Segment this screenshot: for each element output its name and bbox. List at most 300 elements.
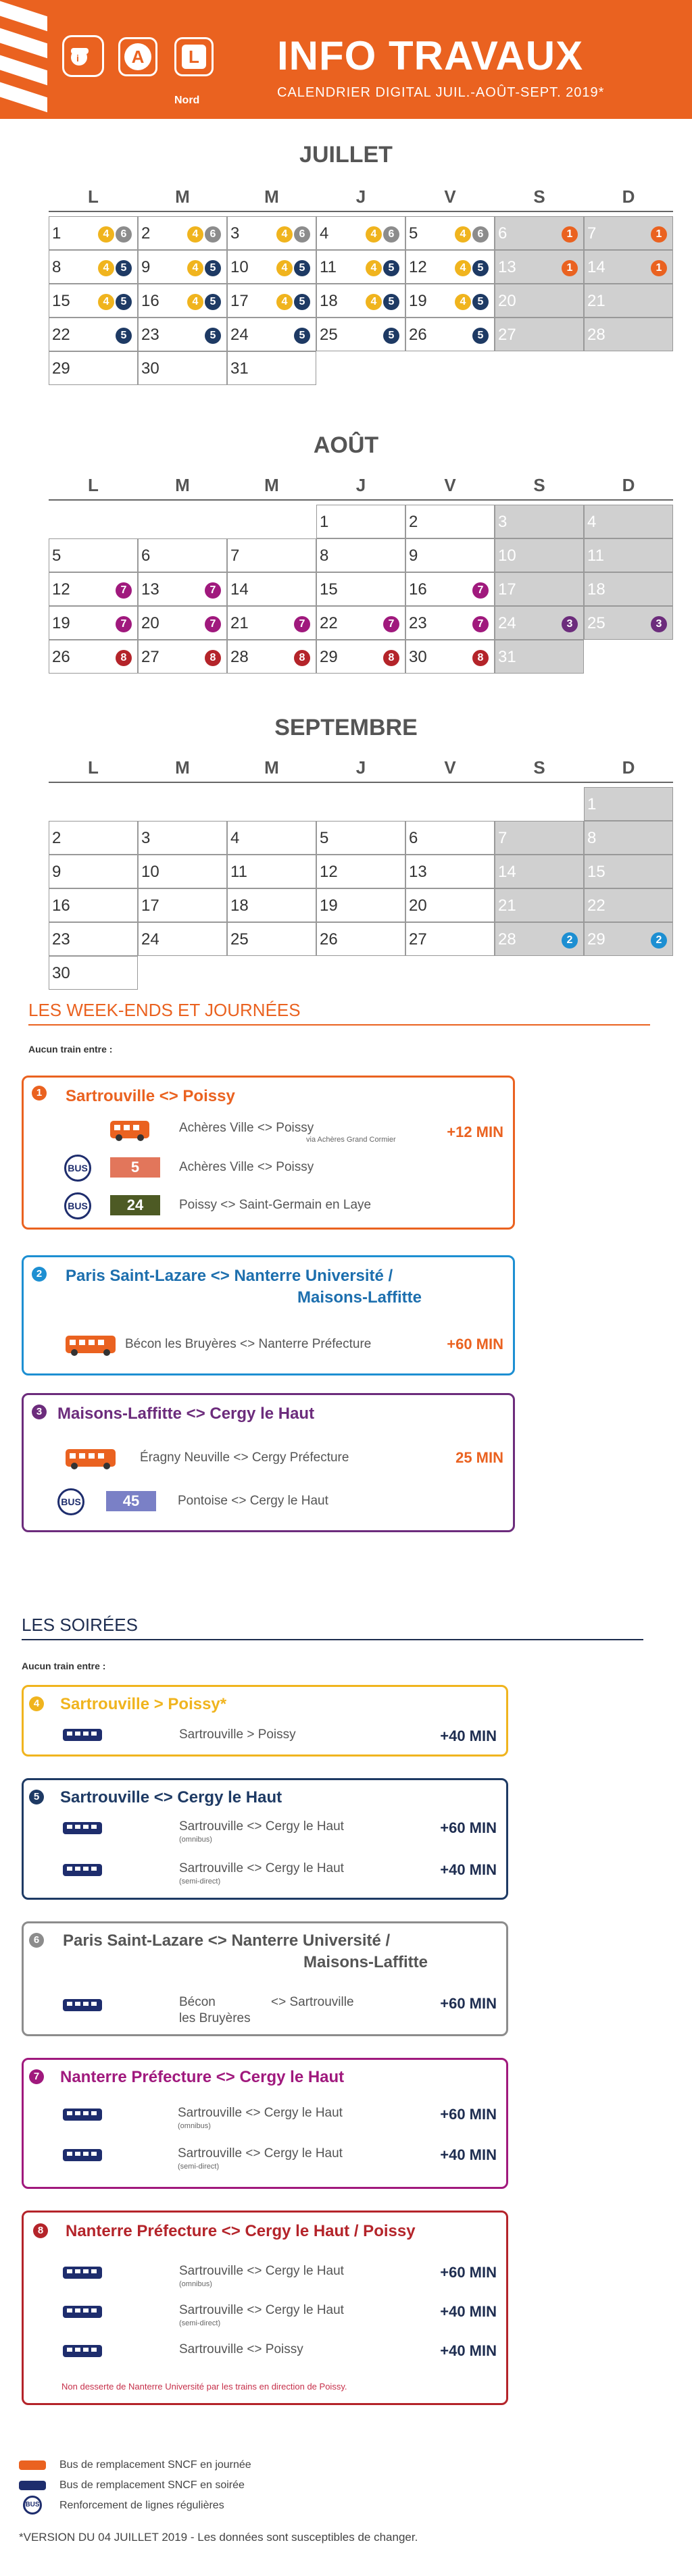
- day-number: 11: [230, 863, 247, 881]
- disruption-badge: 1: [651, 260, 667, 276]
- disruption-badge: 8: [294, 650, 310, 666]
- disruption-box-7: [22, 2058, 508, 2189]
- day-number: 24: [498, 614, 516, 632]
- day-number: 10: [230, 258, 249, 276]
- calendar-day: [49, 351, 138, 385]
- extra-duration: +60 MIN: [440, 2264, 497, 2281]
- extra-duration: +40 MIN: [440, 2342, 497, 2359]
- route-title: Paris Saint-Lazare <> Nanterre Université /: [66, 1267, 393, 1285]
- weekday-label: S: [533, 475, 545, 495]
- calendar-day: [405, 216, 495, 250]
- page-title: INFO TRAVAUX: [277, 33, 584, 78]
- day-number: 10: [141, 863, 159, 881]
- calendar-day: [49, 821, 138, 855]
- day-number: 28: [230, 648, 249, 666]
- disruption-badge: 4: [455, 226, 471, 243]
- disruption-badge: 3: [562, 616, 578, 632]
- calendar-day: [584, 572, 673, 606]
- disruption-box-6: [22, 1921, 508, 2036]
- disruption-box-2: [22, 1255, 515, 1375]
- disruption-badge: 5: [205, 328, 221, 344]
- version-footnote: *VERSION DU 04 JUILLET 2019 - Les données sont susceptibles de changer.: [19, 2531, 418, 2544]
- disruption-badge: 7: [116, 582, 132, 599]
- weekday-label: D: [622, 475, 635, 495]
- route-title: Sartrouville <> Poissy: [66, 1087, 235, 1105]
- calendar-day: [584, 922, 673, 956]
- disruption-badge: 4: [187, 260, 203, 276]
- calendar-day: [138, 821, 227, 855]
- bus-line-route: Achères Ville <> Poissy: [179, 1160, 314, 1174]
- calendar-day: [227, 888, 316, 922]
- calendar-day: [405, 572, 495, 606]
- disruption-badge: 3: [651, 616, 667, 632]
- disruption-badge: 5: [205, 294, 221, 310]
- day-number: 20: [409, 896, 427, 915]
- route-title: Maisons-Laffitte <> Cergy le Haut: [57, 1405, 315, 1423]
- disruption-badge: 2: [651, 932, 667, 949]
- weekday-rule: [49, 499, 673, 501]
- day-number: 13: [141, 580, 159, 599]
- extra-duration: +60 MIN: [440, 1995, 497, 2012]
- day-number: 30: [141, 359, 159, 378]
- calendar-day: [584, 787, 673, 821]
- service-type: (semi-direct): [178, 2163, 220, 2171]
- calendar-day: [227, 538, 316, 572]
- disruption-badge: 6: [383, 226, 399, 243]
- day-number: 13: [498, 258, 516, 276]
- disruption-badge: 5: [116, 328, 132, 344]
- extra-duration: +40 MIN: [440, 1861, 497, 1878]
- route-number-badge: 1: [32, 1086, 47, 1101]
- calendar-day: [316, 922, 405, 956]
- disruption-badge: 4: [187, 294, 203, 310]
- day-number: 15: [52, 292, 70, 310]
- calendar-day: [405, 284, 495, 318]
- route-number-badge: 4: [29, 1696, 44, 1711]
- day-number: 27: [141, 648, 159, 666]
- day-number: 9: [52, 863, 61, 881]
- day-number: 21: [230, 614, 249, 632]
- calendar-day: [495, 284, 584, 318]
- service-type: (semi-direct): [179, 2319, 221, 2327]
- day-number: 23: [409, 614, 427, 632]
- service-type: (omnibus): [178, 2122, 211, 2130]
- day-number: 26: [320, 930, 338, 949]
- calendar-day: [49, 956, 138, 990]
- calendar-day: [227, 821, 316, 855]
- disruption-badge: 5: [294, 260, 310, 276]
- weekday-label: M: [264, 186, 279, 207]
- replacement-route-destination: <> Sartrouville: [271, 1995, 354, 2009]
- weekday-label: J: [355, 186, 366, 207]
- calendar-day: [49, 216, 138, 250]
- calendar-day: [227, 250, 316, 284]
- day-number: 25: [587, 614, 606, 632]
- day-number: 20: [141, 614, 159, 632]
- weekday-label: S: [533, 186, 545, 207]
- weekday-label: M: [175, 186, 190, 207]
- calendar-day: [316, 538, 405, 572]
- day-number: 19: [52, 614, 70, 632]
- replacement-route: Bécon les Bruyères <> Nanterre Préfecture: [125, 1337, 372, 1351]
- weekday-header: [49, 475, 673, 495]
- day-number: 26: [409, 326, 427, 344]
- page-subtitle: CALENDRIER DIGITAL JUIL.-AOÛT-SEPT. 2019*: [277, 85, 605, 100]
- day-number: 30: [52, 964, 70, 982]
- day-number: 2: [141, 224, 151, 243]
- day-number: 3: [141, 829, 151, 847]
- calendar-day: [495, 505, 584, 538]
- info-worker-icon: [62, 35, 104, 77]
- replacement-route: Sartrouville <> Cergy le Haut: [179, 2264, 344, 2278]
- day-number: 15: [320, 580, 338, 599]
- calendar-day: [49, 250, 138, 284]
- disruption-badge: 7: [472, 616, 489, 632]
- day-number: 29: [587, 930, 606, 949]
- calendar-day: [584, 855, 673, 888]
- evenings-heading-rule: [22, 1639, 643, 1640]
- calendar-day: [495, 250, 584, 284]
- day-number: 9: [409, 547, 418, 565]
- day-number: 31: [230, 359, 249, 378]
- calendar-day: [316, 821, 405, 855]
- calendar-day: [405, 538, 495, 572]
- route-number-badge: 6: [29, 1933, 44, 1948]
- weekday-label: L: [88, 186, 99, 207]
- calendar-day: [227, 922, 316, 956]
- day-number: 11: [320, 258, 337, 276]
- calendar-day: [316, 572, 405, 606]
- day-number: 13: [409, 863, 427, 881]
- disruption-badge: 4: [455, 260, 471, 276]
- day-number: 9: [141, 258, 151, 276]
- evening-bus-legend-icon: [19, 2481, 46, 2490]
- calendar-day: [405, 606, 495, 640]
- weekday-label: V: [444, 757, 456, 778]
- day-number: 24: [230, 326, 249, 344]
- disruption-box-1: [22, 1076, 515, 1230]
- weekday-label: D: [622, 186, 635, 207]
- calendar-day: [405, 855, 495, 888]
- day-number: 20: [498, 292, 516, 310]
- calendar-day: [49, 284, 138, 318]
- disruption-badge: 4: [366, 260, 382, 276]
- calendar-day: [316, 640, 405, 674]
- route-number-badge: 3: [32, 1405, 47, 1419]
- calendar-day: [584, 216, 673, 250]
- weekday-label: M: [264, 757, 279, 778]
- calendar-day: [138, 216, 227, 250]
- calendar-day: [138, 855, 227, 888]
- daytime-bus-icon: [66, 1449, 116, 1467]
- day-number: 3: [498, 513, 508, 531]
- day-number: 21: [587, 292, 606, 310]
- calendar-day: [495, 821, 584, 855]
- extra-duration: +12 MIN: [447, 1123, 503, 1140]
- day-number: 4: [230, 829, 240, 847]
- legend-daytime-bus: Bus de remplacement SNCF en journée: [59, 2459, 251, 2471]
- disruption-badge: 2: [562, 932, 578, 949]
- calendar-day: [495, 922, 584, 956]
- calendar-day: [227, 640, 316, 674]
- calendar-day: [227, 855, 316, 888]
- day-number: 5: [409, 224, 418, 243]
- calendar-day: [495, 888, 584, 922]
- day-number: 15: [587, 863, 606, 881]
- disruption-badge: 8: [472, 650, 489, 666]
- replacement-route-detail: via Achères Grand Cormier: [306, 1136, 396, 1144]
- replacement-route: Sartrouville <> Poissy: [179, 2342, 303, 2356]
- calendar-day: [138, 284, 227, 318]
- day-number: 2: [52, 829, 61, 847]
- disruption-badge: 5: [116, 260, 132, 276]
- disruption-badge: 5: [294, 294, 310, 310]
- disruption-box-8: [22, 2211, 508, 2405]
- day-number: 1: [587, 795, 597, 813]
- day-number: 30: [409, 648, 427, 666]
- disruption-badge: 7: [472, 582, 489, 599]
- day-number: 10: [498, 547, 516, 565]
- evening-bus-icon: [63, 2306, 102, 2318]
- day-number: 14: [498, 863, 516, 881]
- calendar-day: [138, 888, 227, 922]
- replacement-route-origin-line2: les Bruyères: [179, 2011, 251, 2025]
- day-number: 29: [52, 359, 70, 378]
- day-number: 6: [141, 547, 151, 565]
- replacement-route-origin: Bécon: [179, 1995, 216, 2009]
- bus-line-legend-icon: BUS: [23, 2496, 42, 2515]
- calendar-day: [49, 538, 138, 572]
- day-number: 5: [52, 547, 61, 565]
- line-a-letter: A: [124, 43, 151, 70]
- evening-bus-icon: [63, 1822, 102, 1834]
- day-number: 8: [320, 547, 329, 565]
- bus-line-route: Pontoise <> Cergy le Haut: [178, 1494, 328, 1508]
- replacement-route: Éragny Neuville <> Cergy Préfecture: [140, 1450, 349, 1465]
- weekday-label: L: [88, 475, 99, 495]
- day-number: 3: [230, 224, 240, 243]
- disruption-badge: 5: [205, 260, 221, 276]
- disruption-badge: 7: [383, 616, 399, 632]
- calendar-day: [138, 640, 227, 674]
- extra-duration: 25 MIN: [455, 1449, 503, 1466]
- line-l-nord-label: Nord: [174, 95, 200, 106]
- disruption-badge: 6: [472, 226, 489, 243]
- calendar-day: [405, 821, 495, 855]
- day-number: 25: [230, 930, 249, 949]
- calendar-day: [227, 572, 316, 606]
- extra-duration: +40 MIN: [440, 1727, 497, 1744]
- daytime-bus-icon: [66, 1336, 116, 1353]
- route-title: Nanterre Préfecture <> Cergy le Haut / Poissy: [66, 2222, 416, 2240]
- extra-duration: +60 MIN: [440, 2106, 497, 2123]
- calendar-day: [405, 250, 495, 284]
- replacement-row: [24, 1119, 510, 1144]
- calendar-day: [227, 318, 316, 351]
- weekday-rule: [49, 211, 673, 212]
- disruption-badge: 5: [383, 328, 399, 344]
- day-number: 21: [498, 896, 516, 915]
- weekday-label: M: [264, 475, 279, 495]
- extra-duration: +40 MIN: [440, 2146, 497, 2163]
- day-number: 24: [141, 930, 159, 949]
- calendar-day: [49, 888, 138, 922]
- disruption-badge: 4: [455, 294, 471, 310]
- disruption-badge: 7: [116, 616, 132, 632]
- calendar-day: [405, 888, 495, 922]
- daytime-bus-icon: [110, 1121, 149, 1138]
- extra-duration: +40 MIN: [440, 2303, 497, 2320]
- calendar-day: [495, 318, 584, 351]
- disruption-badge: 4: [366, 226, 382, 243]
- disruption-badge: 8: [205, 650, 221, 666]
- day-number: 19: [320, 896, 338, 915]
- calendar-day: [138, 572, 227, 606]
- replacement-route: Sartrouville <> Cergy le Haut: [178, 2106, 343, 2120]
- calendar-day: [227, 284, 316, 318]
- day-number: 11: [587, 547, 604, 565]
- weekday-label: J: [355, 757, 366, 778]
- calendar-day: [495, 640, 584, 674]
- route-title-line2: Maisons-Laffitte: [303, 1953, 428, 1971]
- day-number: 17: [498, 580, 516, 599]
- calendar-day: [495, 855, 584, 888]
- svg-text:i: i: [76, 53, 79, 64]
- day-number: 18: [587, 580, 606, 599]
- calendar-day: [405, 505, 495, 538]
- route-title-line2: Maisons-Laffitte: [297, 1288, 422, 1307]
- disruption-box-5: [22, 1778, 508, 1900]
- calendar-day: [584, 250, 673, 284]
- evenings-heading: LES SOIRÉES: [22, 1615, 138, 1635]
- evening-bus-icon: [63, 2345, 102, 2357]
- weekends-aucun: Aucun train entre :: [28, 1044, 113, 1055]
- calendar-day: [495, 538, 584, 572]
- bus-line-icon: BUS: [57, 1488, 84, 1515]
- calendar-day: [49, 640, 138, 674]
- bus-line-route: Poissy <> Saint-Germain en Laye: [179, 1198, 372, 1212]
- calendar-day: [316, 606, 405, 640]
- weekday-label: V: [444, 186, 456, 207]
- calendar-day: [49, 855, 138, 888]
- line-l-letter: L: [182, 45, 206, 69]
- disruption-box-4: [22, 1685, 508, 1757]
- route-title: Nanterre Préfecture <> Cergy le Haut: [60, 2068, 345, 2086]
- day-number: 16: [141, 292, 159, 310]
- day-number: 28: [498, 930, 516, 949]
- calendar-day: [316, 888, 405, 922]
- disruption-badge: 4: [276, 226, 293, 243]
- line-a-icon: [118, 37, 157, 76]
- calendar-day: [316, 250, 405, 284]
- disruption-badge: 4: [98, 294, 114, 310]
- route-number-badge: 7: [29, 2069, 44, 2084]
- weekday-label: D: [622, 757, 635, 778]
- calendar-day: [138, 351, 227, 385]
- calendar-day: [405, 922, 495, 956]
- calendar-day: [316, 284, 405, 318]
- day-number: 27: [409, 930, 427, 949]
- calendar-day: [49, 318, 138, 351]
- weekday-header: [49, 757, 673, 778]
- calendar-day: [316, 505, 405, 538]
- day-number: 5: [320, 829, 329, 847]
- evenings-aucun: Aucun train entre :: [22, 1661, 106, 1671]
- day-number: 31: [498, 648, 516, 666]
- service-note: Non desserte de Nanterre Université par les trains en direction de Poissy.: [61, 2381, 347, 2392]
- extra-duration: +60 MIN: [447, 1336, 503, 1353]
- disruption-badge: 1: [562, 226, 578, 243]
- calendar-day: [49, 606, 138, 640]
- bus-line-icon: BUS: [64, 1155, 91, 1182]
- month-title: SEPTEMBRE: [274, 715, 418, 740]
- weekday-label: L: [88, 757, 99, 778]
- disruption-badge: 5: [116, 294, 132, 310]
- calendar-day: [495, 216, 584, 250]
- service-type: (omnibus): [179, 2280, 212, 2288]
- weekday-header: [49, 186, 673, 207]
- weekday-label: M: [175, 757, 190, 778]
- day-number: 4: [587, 513, 597, 531]
- route-title: Paris Saint-Lazare <> Nanterre Université /: [63, 1931, 391, 1950]
- header-stripe: [0, 0, 47, 31]
- calendar-day: [227, 606, 316, 640]
- day-number: 17: [141, 896, 159, 915]
- day-number: 28: [587, 326, 606, 344]
- weekday-label: J: [355, 475, 366, 495]
- disruption-badge: 4: [276, 260, 293, 276]
- disruption-badge: 4: [276, 294, 293, 310]
- replacement-route: Sartrouville > Poissy: [179, 1727, 296, 1742]
- calendar-day: [227, 216, 316, 250]
- replacement-route: Sartrouville <> Cergy le Haut: [179, 1819, 344, 1834]
- disruption-badge: 5: [472, 294, 489, 310]
- disruption-badge: 1: [651, 226, 667, 243]
- disruption-badge: 5: [294, 328, 310, 344]
- day-number: 25: [320, 326, 338, 344]
- disruption-badge: 4: [98, 260, 114, 276]
- day-number: 23: [52, 930, 70, 949]
- disruption-badge: 7: [205, 616, 221, 632]
- calendar-day: [584, 505, 673, 538]
- disruption-badge: 7: [294, 616, 310, 632]
- calendar-day: [49, 572, 138, 606]
- disruption-badge: 6: [116, 226, 132, 243]
- line-l-icon: [174, 37, 214, 76]
- month-title: AOÛT: [313, 432, 379, 458]
- weekday-label: M: [175, 475, 190, 495]
- day-number: 12: [320, 863, 338, 881]
- extra-duration: +60 MIN: [440, 1819, 497, 1836]
- route-number-badge: 2: [32, 1267, 47, 1282]
- day-number: 1: [52, 224, 61, 243]
- day-number: 22: [587, 896, 606, 915]
- day-number: 7: [587, 224, 597, 243]
- calendar-day: [227, 351, 316, 385]
- replacement-route: Sartrouville <> Cergy le Haut: [178, 2146, 343, 2161]
- disruption-badge: 5: [383, 260, 399, 276]
- day-number: 14: [587, 258, 606, 276]
- day-number: 26: [52, 648, 70, 666]
- evening-bus-icon: [63, 2149, 102, 2161]
- replacement-route: Sartrouville <> Cergy le Haut: [179, 2303, 344, 2317]
- day-number: 6: [409, 829, 418, 847]
- service-type: (omnibus): [179, 1836, 212, 1844]
- disruption-badge: 8: [116, 650, 132, 666]
- calendar-day: [138, 318, 227, 351]
- day-number: 18: [320, 292, 338, 310]
- day-number: 2: [409, 513, 418, 531]
